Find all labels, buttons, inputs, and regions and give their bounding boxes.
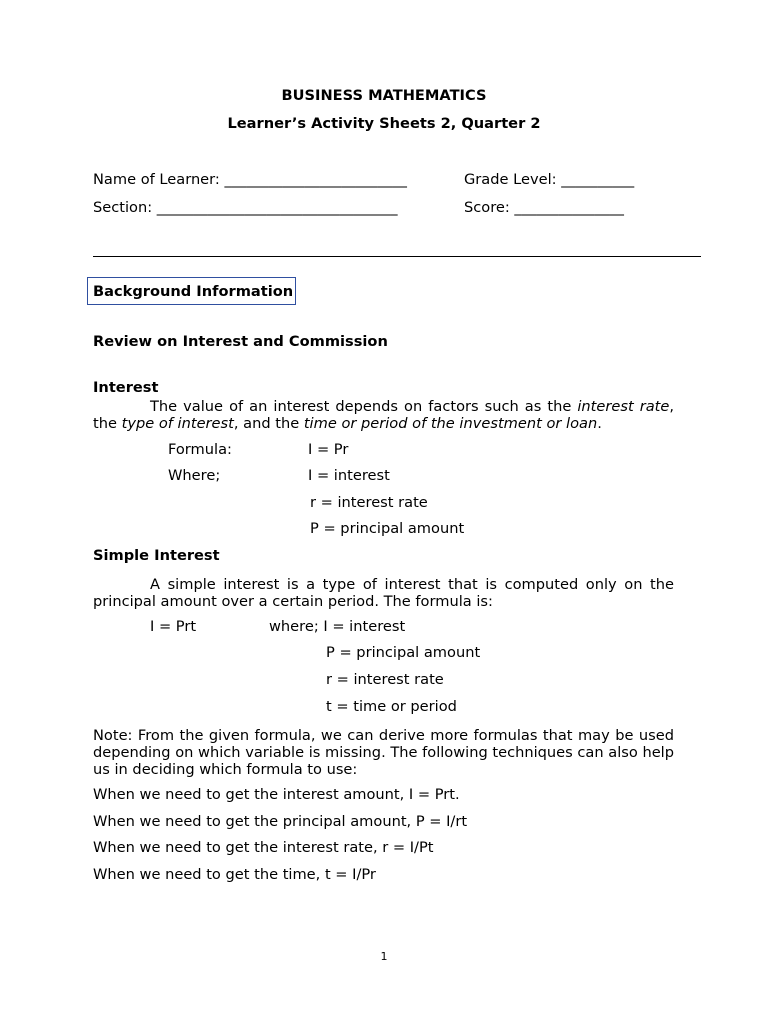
score-field: Score: _______________	[464, 199, 624, 216]
simple-interest-heading: Simple Interest	[93, 547, 220, 564]
simple-where-rate: r = interest rate	[326, 671, 444, 688]
simple-interest-paragraph: A simple interest is a type of interest that is computed only on the principal amount over a certain period. The formula is:	[93, 576, 674, 610]
page-number: 1	[380, 950, 388, 963]
divider-line	[93, 256, 701, 257]
rule-time: When we need to get the time, t = I/Pr	[93, 866, 376, 883]
interest-paragraph: The value of an interest depends on factors such as the interest rate, the type of interest, and the time or period of the investment or loan.	[93, 398, 674, 432]
rate-definition: r = interest rate	[310, 494, 428, 511]
section-field: Section: _________________________________	[93, 199, 398, 216]
document-subtitle: Learner’s Activity Sheets 2, Quarter 2	[227, 115, 541, 132]
rule-principal: When we need to get the principal amount, P = I/rt	[93, 813, 468, 830]
document-title: BUSINESS MATHEMATICS	[281, 87, 487, 104]
rule-rate: When we need to get the interest rate, r = I/Pt	[93, 839, 434, 856]
interest-heading: Interest	[93, 379, 159, 396]
learner-name-field: Name of Learner: _________________________	[93, 171, 407, 188]
note-paragraph: Note: From the given formula, we can derive more formulas that may be used depending on which variable is missing. The following techniques can also help us in deciding which formula to use:	[93, 727, 674, 778]
simple-where-interest: where; I = interest	[269, 618, 406, 635]
simple-where-time: t = time or period	[326, 698, 457, 715]
review-heading: Review on Interest and Commission	[93, 333, 388, 350]
where-label: Where;	[168, 467, 221, 484]
simple-where-principal: P = principal amount	[326, 644, 481, 661]
rule-interest: When we need to get the interest amount, I = Prt.	[93, 786, 460, 803]
interest-definition: I = interest	[308, 467, 390, 484]
grade-level-field: Grade Level: __________	[464, 171, 635, 188]
background-heading: Background Information	[93, 283, 294, 300]
simple-interest-formula: I = Prt	[150, 618, 197, 635]
formula-label: Formula:	[168, 441, 232, 458]
interest-formula: I = Pr	[308, 441, 349, 458]
principal-definition: P = principal amount	[310, 520, 465, 537]
